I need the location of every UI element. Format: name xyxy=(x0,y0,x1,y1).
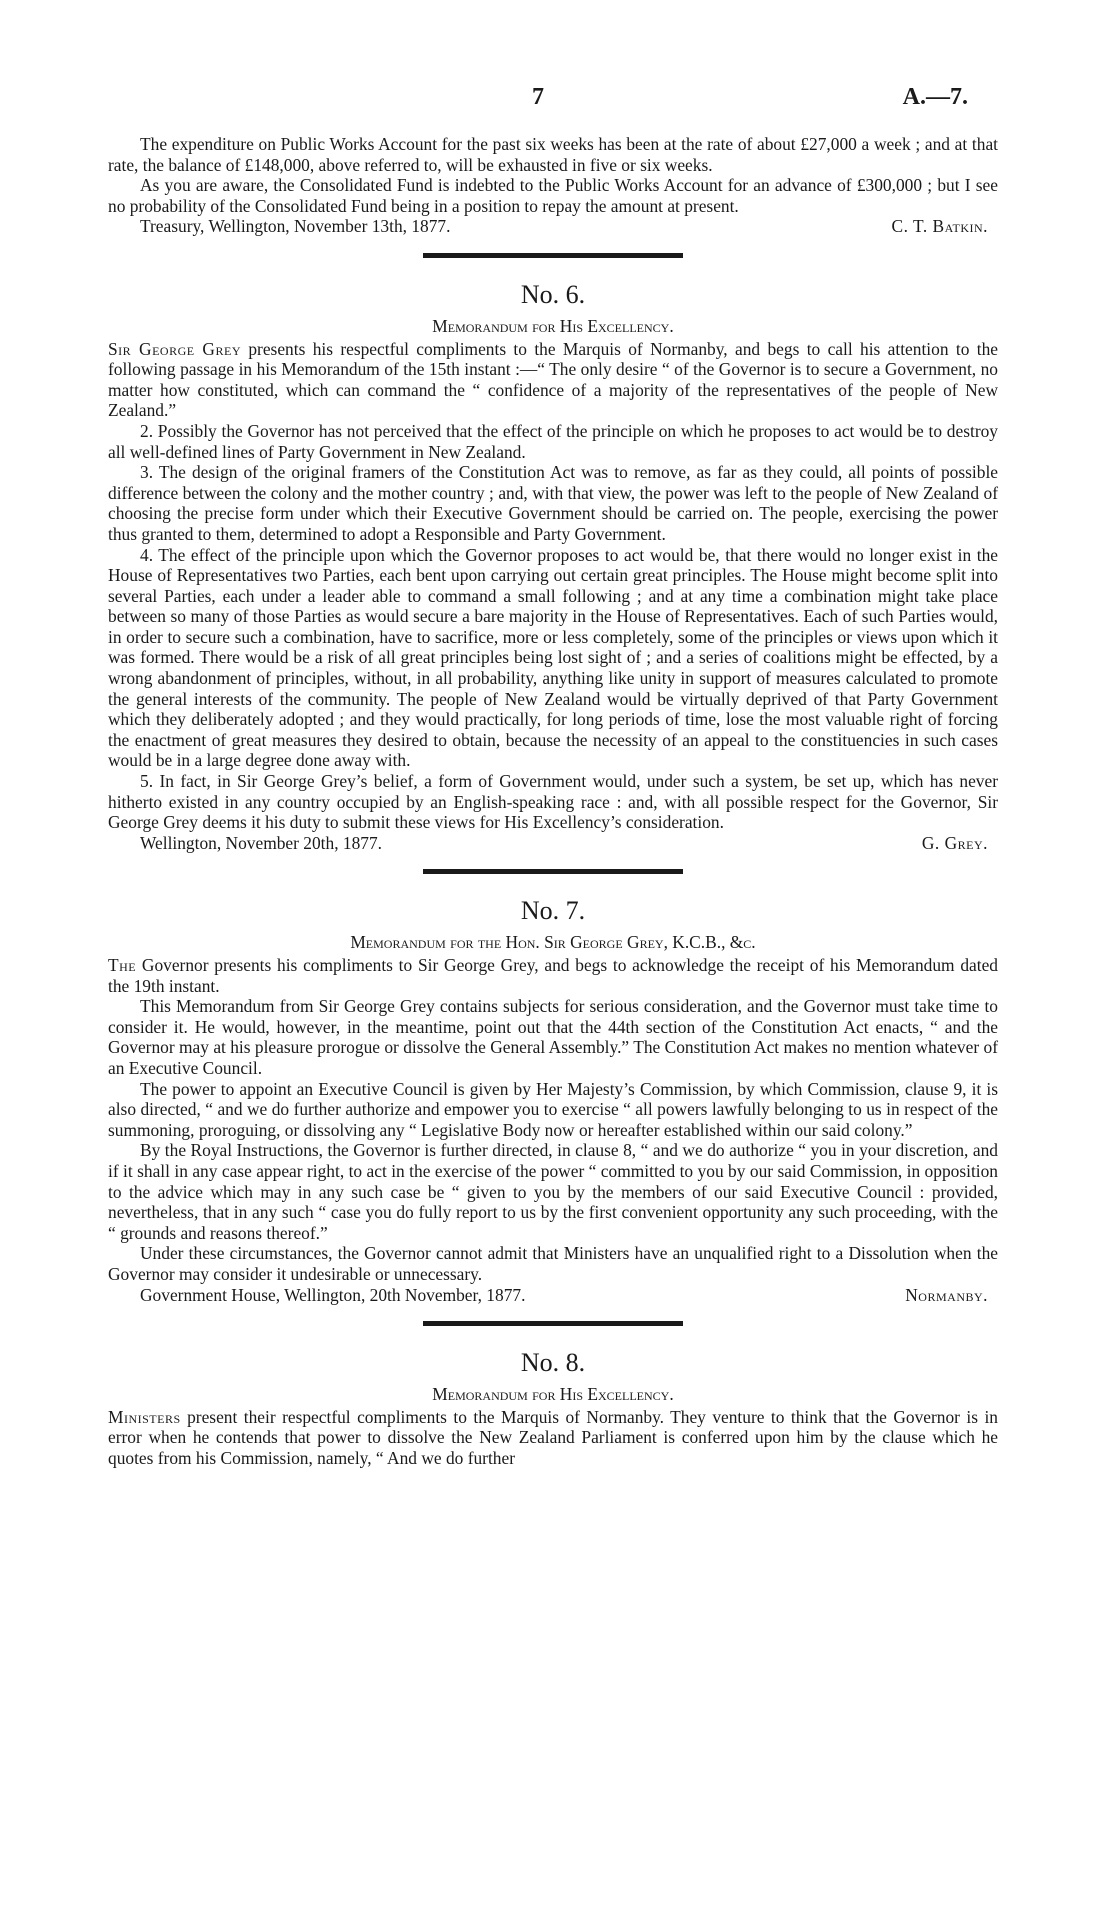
memo-number: No. 8. xyxy=(520,1348,586,1378)
signature-place-date: Treasury, Wellington, November 13th, 1877. xyxy=(140,216,451,237)
memo-number: No. 6. xyxy=(520,279,586,309)
section-divider xyxy=(423,253,683,258)
paragraph: 3. The design of the original framers of the Constitution Act was to remove, as far as they could, all points of possible difference between the colony and the mother country ; and, with that view, the power was left to the people of New Zealand of choosing the precise form under which their Executive Government should be carried on. The people, exercising the power thus granted to them, determined to adopt a Responsible and Party Government. xyxy=(108,462,998,544)
paragraph: The power to appoint an Executive Council is given by Her Majesty’s Commission, by which Commission, clause 9, it is also directed, “ and we do further authorize and empower you to exercise “ all powers lawfully belonging to us in respect of the summoning, proroguing, or dissolving any “ Legislative Body now or hereafter established within our said colony.” xyxy=(108,1078,998,1140)
signature-name: G. Grey. xyxy=(921,832,988,853)
paragraph: Ministers present their respectful compliments to the Marquis of Normanby. They venture to think that the Governor is in error when he contends that power to dissolve the New Zealand Parliament is conferred upon him by the clause which he quotes from his Commission, namely, “ And we do further xyxy=(108,1406,998,1468)
page-header xyxy=(108,84,968,114)
memorandum-no-7 xyxy=(108,896,998,1305)
paragraph: This Memorandum from Sir George Grey contains subjects for serious consideration, and the Governor must take time to consider it. He would, however, in the meantime, point out that the 44th section of the Constitution Act enacts, “ and the Governor may at his pleasure prorogue or dissolve the General Assembly.” The Constitution Act makes no mention whatever of an Executive Council. xyxy=(108,996,998,1078)
signature-line xyxy=(108,1285,998,1306)
memorandum-no-8 xyxy=(108,1348,998,1468)
signature-name: Normanby. xyxy=(905,1284,988,1305)
memo-title: Memorandum for His Excellency. xyxy=(432,315,674,336)
intro-section xyxy=(108,134,998,237)
signature-place-date: Government House, Wellington, 20th November, 1877. xyxy=(140,1284,526,1305)
signature-name: C. T. Batkin. xyxy=(891,216,988,237)
section-divider xyxy=(423,869,683,874)
memo-title: Memorandum for His Excellency. xyxy=(432,1384,674,1405)
paragraph: The expenditure on Public Works Account for the past six weeks has been at the rate of about £27,000 a week ; and at that rate, the balance of £148,000, above referred to, will be exhausted in five or six weeks. xyxy=(108,134,998,175)
section-divider xyxy=(423,1321,683,1326)
paragraph: 2. Possibly the Governor has not perceived that the effect of the principle on which he proposes to act would be to destroy all well-defined lines of Party Government in New Zealand. xyxy=(108,420,998,462)
paragraph: 5. In fact, in Sir George Grey’s belief, a form of Government would, under such a system, be set up, which has never hitherto existed in any country occupied by an English-speaking race : and, with all possible respect for the Governor, Sir George Grey deems it his duty to submit these views for His Excellency’s consideration. xyxy=(108,771,998,833)
memo-title: Memorandum for the Hon. Sir George Grey, K.C.B., &c. xyxy=(350,932,756,953)
paragraph: As you are aware, the Consolidated Fund is indebted to the Public Works Account for an advance of £300,000 ; but I see no probability of the Consolidated Fund being in a position to repay the amount at present. xyxy=(108,175,998,216)
signature-place-date: Wellington, November 20th, 1877. xyxy=(140,832,383,853)
lead-words: The xyxy=(108,955,137,975)
paragraph: 4. The effect of the principle upon which the Governor proposes to act would be, that there would no longer exist in the House of Representatives two Parties, each bent upon carrying out certain great principles. The House might become split into several Parties, each under a leader able to command a small following ; and at any time a combination might take place between so many of those Parties as would secure a bare majority in the House of Representatives. Each of such Parties would, in order to secure such a combination, have to sacrifice, more or less completely, some of the principles or views upon which it was formed. There would be a risk of all great principles being lost sight of ; and a series of coalitions might be effected, by a wrong abandonment of principles, without, in all probability, anything like unity in support of measures calculated to promote the general interests of the community. The people of New Zealand would be virtually deprived of that Party Government which they deliberately adopted ; and they would practically, for long periods of time, lose the most valuable right of forcing the enactment of great measures they desired to obtain, because the necessity of an appeal to the constituencies in such cases would be in a large degree done away with. xyxy=(108,544,998,771)
paragraph: By the Royal Instructions, the Governor is further directed, in clause 8, “ and we do authorize “ you in your discretion, and if it shall in any case appear right, to act in the exercise of the power “ committed to you by our said Commission, in opposition to the advice which may in any such case be “ given to you by the members of our said Executive Council : provided, nevertheless, that in any such “ case you do fully report to us by the first convenient opportunity any such proceeding, with the “ grounds and reasons thereof.” xyxy=(108,1140,998,1243)
body-text xyxy=(108,134,998,1468)
lead-words: Ministers xyxy=(108,1406,181,1427)
memorandum-no-6 xyxy=(108,280,998,853)
paragraph: The Governor presents his compliments to Sir George Grey, and begs to acknowledge the receipt of his Memorandum dated the 19th instant. xyxy=(108,955,998,996)
signature-line xyxy=(108,216,998,237)
page-number: 7 xyxy=(532,84,544,110)
memo-number: No. 7. xyxy=(520,896,586,926)
lead-words: Sir George Grey xyxy=(108,338,241,359)
paragraph: Sir George Grey presents his respectful compliments to the Marquis of Normanby, and begs to call his attention to the following passage in his Memorandum of the 15th instant :—“ The only desire “ of the Governor is to secure a Government, no matter how constituted, which can command the “ confidence of a majority of the representatives of the people of New Zealand.” xyxy=(108,338,998,421)
signature-line xyxy=(108,833,998,854)
document-code: A.—7. xyxy=(902,84,968,110)
paragraph: Under these circumstances, the Governor cannot admit that Ministers have an unqualified right to a Dissolution when the Governor may consider it undesirable or unnecessary. xyxy=(108,1243,998,1284)
